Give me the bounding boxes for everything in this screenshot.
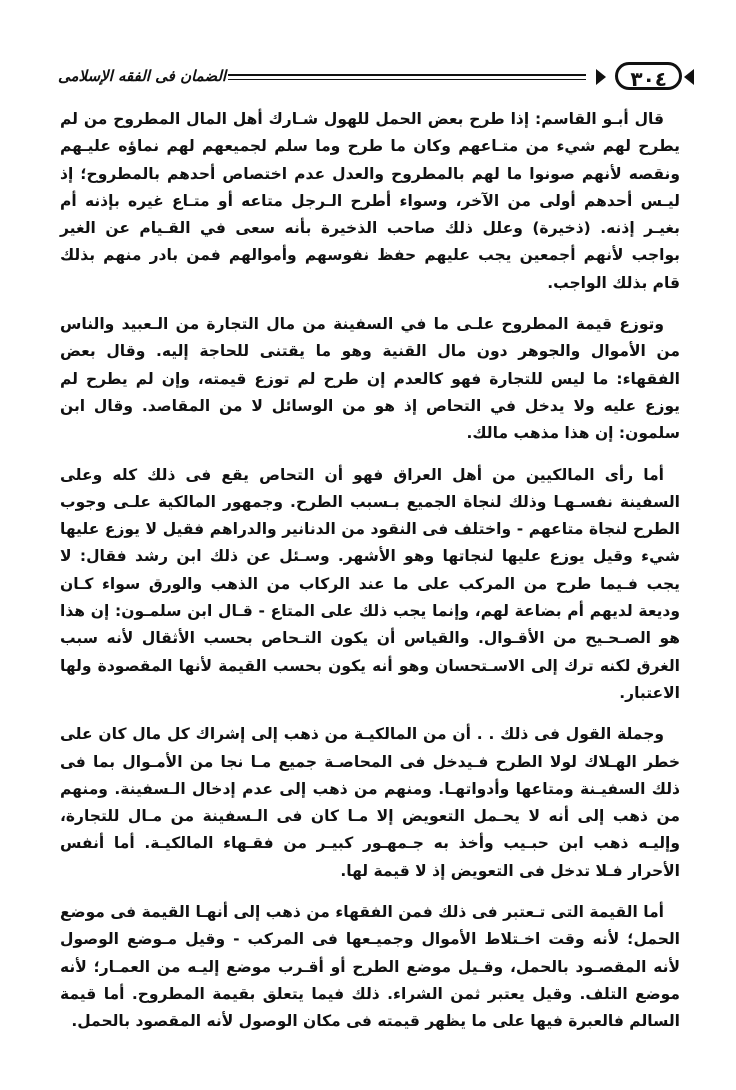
header-ornament-left: [596, 69, 606, 85]
running-title: الضمان فى الفقه الإسلامى: [58, 67, 227, 85]
paragraph: أما رأى المالكيين من أهل العراق فهو أن التحاص يقع فى ذلك كله وعلى السفينة نفسـهـا وذلك لنجاة الجميع بـسبب الطرح. وجمهور المالكية علـى وجوب الطرح لنجاة متاعهم - واختلف فى النقود من الدنانير والدراهم فقيل لا يوزع عليها شيء وقيل يوزع عليها لنجاتها وهو الأشهر. وسـئل عن ذلك ابن رشد فقال: لا يجب فـيما طرح من المركب على ما عند الركاب من الذهب والورق سواء كـان وديعة لديهم أم بضاعة لهم، وإنما يجب ذلك على المتاع - قـال ابن سلمـون: إن هذا هو الصـحـيح من الأقـوال. والقياس أن يكون التـحاص بحسب الأثقال لأنه سبب الغرق لكنه ترك إلى الاسـتحسان وهو أنه يكون بحسب القيمة لأنها المقصودة ولها الاعتبار.: [60, 465, 680, 702]
page-body: [60, 106, 680, 1050]
paragraph: أما القيمة التى تـعتبر فى ذلك فمن الفقهاء من ذهب إلى أنهـا القيمة فى موضع الحمل؛ لأنه وقت اخـتلاط الأموال وجميـعها فى المركب - وقيل مـوضع الوصول لأنه المقصـود بالحمل، وقـيل موضع الطرح أو أقـرب موضع إليـه من العمـار؛ لأنه موضع التلف. وقيل يعتبر ثمن الشراء. ذلك فيما يتعلق بقيمة المطروح. أما قيمة السالم فالعبرة فيها على ما يظهر قيمته فى مكان الوصول لأنه المقصود بالحمل.: [60, 903, 680, 1031]
paragraph: وجملة القول فى ذلك . . أن من المالكيـة من ذهب إلى إشراك كل مال كان على خطر الهـلاك لولا الطرح فـيدخل فى المحاصـة جميع مـا نجا من الأمـوال بما فى ذلك السفيـنة ومتاعها وأدواتهـا. ومنهم من ذهب إلى عدم إدخال الـسفينة. ومنهم من ذهب إلى أنه لا يحـمل التعويض إلا مـا كان فى الـسفينة من مـال للتجارة، وإليـه ذهب ابن حبـيب وأخذ به جـمهـور كبيـر من فقـهاء المالكيـة. أما أنفس الأحرار فـلا تدخل فى التعويض إذ لا قيمة لها.: [60, 725, 680, 880]
paragraph: قال أبـو القاسم: إذا طرح بعض الحمل للهول شـارك أهل المال المطروح من لم يطرح لهم شيء من متـاعهم وكان ما طرح وما سلم لجميعهم لهم نماؤه عليـهم ونقصه لأنهم صونوا ما لهم بالمطروح والعدل عدم اختصاص أحدهم بالمطروح؛ إذ ليـس أحدهم أولى من الآخر، وسواء أطرح الـرجل متاعه أو متـاع غيره بإذنه أم بغيـر إذنه. (ذخيرة) وعلل ذلك صاحب الذخيرة بأنه سعى في القـيام عن الغير بواجب لأنهم أجمعين يجب عليهم حفظ نفوسهم وأموالهم فمن بادر منهم بذلك قام بذلك الواجب.: [60, 110, 680, 292]
header-ornament-right: [684, 69, 694, 85]
page-number: ٣٠٤: [615, 62, 682, 90]
header-rule: [228, 74, 586, 80]
page-header: [58, 62, 682, 94]
paragraph: وتوزع قيمة المطروح علـى ما في السفينة من مال التجارة من الـعبيد والناس من الأموال والجوهر دون مال القنية وهو ما يقتنى للحاجة إليه. وقال بعض الفقهاء: ما ليس للتجارة فهو كالعدم إن طرح لم توزع قيمته، وإن لم يطرح لم يوزع عليه ولا يدخل في التحاص إذ هو من الوسائل لا من المقاصد. وقال ابن سلمون: إن هذا مذهب مالك.: [60, 315, 680, 443]
